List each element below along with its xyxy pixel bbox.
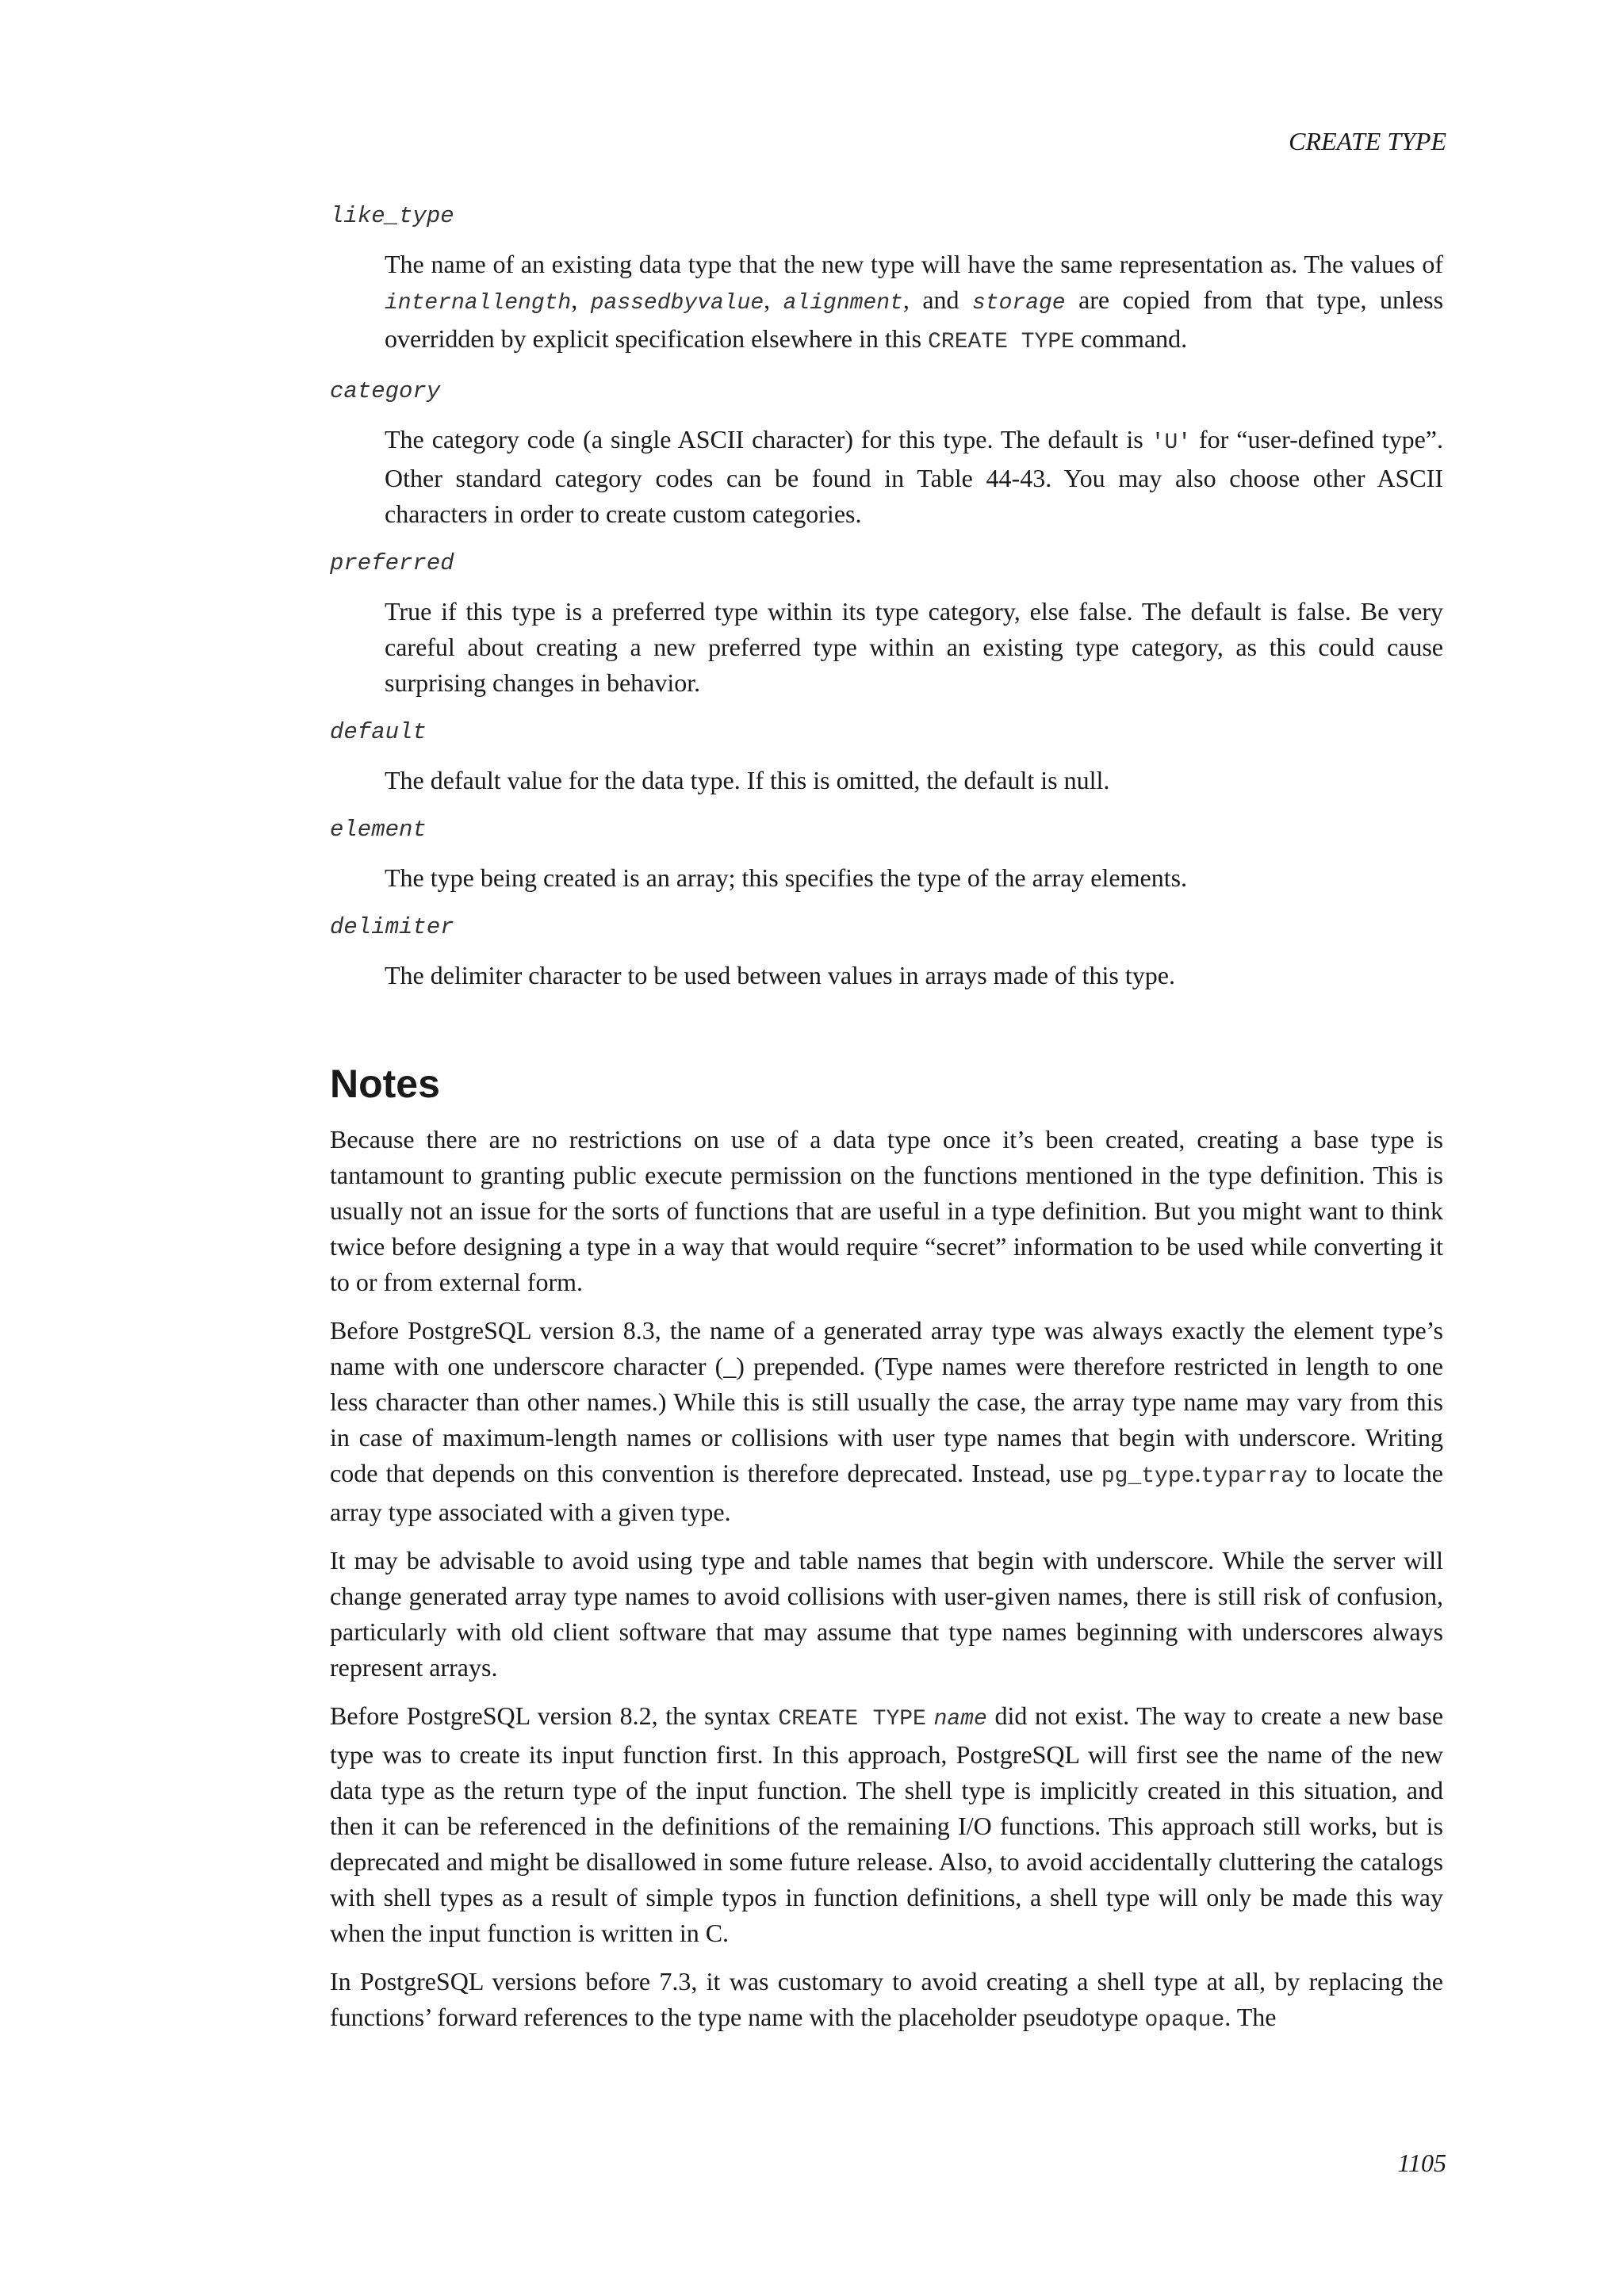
notes-paragraph-2 <box>330 1313 1443 1530</box>
page-number: 1105 <box>1397 2149 1446 2177</box>
code-internallength: internallength <box>385 291 572 316</box>
code-opaque: opaque <box>1144 2008 1225 2033</box>
text-run: . <box>1194 1459 1201 1487</box>
param-term-preferred: preferred <box>330 550 454 576</box>
text-run: In PostgreSQL versions before 7.3, it was customary to avoid creating a shell type at all, by replacing the functions’ forward references to the type name with the placeholder pseudotype <box>330 1967 1443 2031</box>
notes-paragraph-5 <box>330 1964 1443 2038</box>
text-run: to locate the array type associated with a given type. <box>330 1459 1444 1526</box>
code-passedbyvalue: passedbyvalue <box>590 291 764 316</box>
text-run: did not exist. The way to create a new base type was to create its input function first. In this approach, PostgreSQL will first see the name of the new data type as the return type of the input function. The shell type is implicitly created in this situation, and then it can be referenced in the definitions of the remaining I/O functions. This approach still works, but is deprecated and might be disallowed in some future release. Also, to avoid accidentally cluttering the catalogs with shell types as a result of simple typos in function definitions, a shell type will only be made this way when the input function is written in C. <box>330 1701 1444 1947</box>
text-run: The category code (a single ASCII character) for this type. The default is <box>385 425 1151 453</box>
section-heading-notes: Notes <box>330 1062 440 1106</box>
code-u: 'U' <box>1151 430 1192 455</box>
text-run: Before PostgreSQL version 8.2, the syntax <box>330 1701 779 1730</box>
text-run: , <box>571 285 591 314</box>
text-run: . The <box>1224 2003 1277 2031</box>
param-term-element: element <box>330 817 427 843</box>
text-run: , and <box>902 285 972 314</box>
code-alignment: alignment <box>783 291 903 316</box>
code-name: name <box>933 1707 987 1732</box>
param-desc-default: The default value for the data type. If this is omitted, the default is null. <box>385 766 1110 794</box>
notes-paragraph-1: Because there are no restrictions on use of a data type once it’s been created, creating a base type is tantamount to granting public execute permission on the functions mentioned in the type definition. This is usually not an issue for the sorts of functions that are useful in a type definition. But you might want to think twice before designing a type in a way that would require “secret” information to be used while converting it to or from external form. <box>330 1125 1443 1296</box>
text-run <box>926 1701 934 1730</box>
param-term-category: category <box>330 378 441 404</box>
page-content <box>330 198 1443 2051</box>
param-desc-category <box>385 422 1443 532</box>
code-typarray: typarray <box>1201 1464 1308 1489</box>
param-term-default: default <box>330 719 427 745</box>
param-desc-like-type <box>385 247 1443 360</box>
text-run: are copied from that type, unless overridden by explicit specification elsewhere in this <box>385 285 1444 353</box>
param-desc-delimiter: The delimiter character to be used between values in arrays made of this type. <box>385 961 1175 989</box>
text-run: for “user-defined type”. Other standard category codes can be found in Table 44-43. You may also choose other ASCII characters in order to create custom categories. <box>385 425 1444 528</box>
running-header: CREATE TYPE <box>1289 127 1446 155</box>
code-create-type: CREATE TYPE <box>928 330 1074 354</box>
text-run: , <box>764 285 783 314</box>
code-pg-type: pg_type <box>1101 1464 1195 1489</box>
text-run: The name of an existing data type that the new type will have the same representation as. The values of <box>385 250 1443 278</box>
text-run: Before PostgreSQL version 8.3, the name of a generated array type was always exactly the element type’s name with one underscore character (_) prepended. (Type names were therefore restricted in length to one less character than other names.) While this is still usually the case, the array type name may vary from this in case of maximum-length names or collisions with user type names that begin with underscore. Writing code that depends on this convention is therefore deprecated. Instead, use <box>330 1316 1443 1487</box>
text-run: command. <box>1074 324 1188 353</box>
param-desc-preferred: True if this type is a preferred type within its type category, else false. The default is false. Be very careful about creating a new preferred type within an existing type category, as this could cause surprising changes in behavior. <box>385 597 1443 697</box>
notes-paragraph-4 <box>330 1698 1443 1951</box>
code-create-type: CREATE TYPE <box>778 1707 926 1732</box>
notes-paragraph-3: It may be advisable to avoid using type and table names that begin with underscore. While the server will change generated array type names to avoid collisions with user-given names, there is still risk of confusion, particularly with old client software that may assume that type names beginning with underscores always represent arrays. <box>330 1546 1443 1682</box>
param-term-like-type: like_type <box>330 203 454 229</box>
code-storage: storage <box>971 291 1066 316</box>
param-desc-element: The type being created is an array; this specifies the type of the array elements. <box>385 863 1188 892</box>
param-term-delimiter: delimiter <box>330 914 454 940</box>
